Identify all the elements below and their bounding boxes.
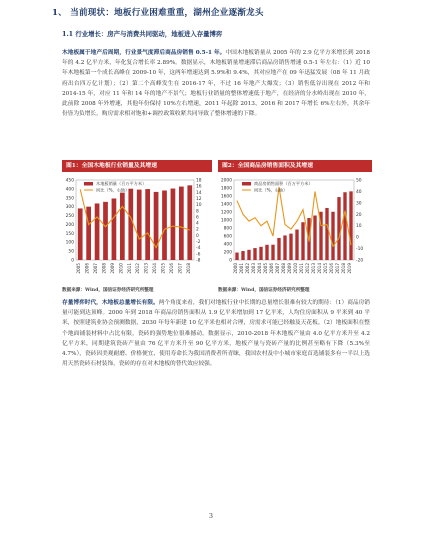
x-tick-label: 2016 bbox=[168, 263, 174, 274]
bar bbox=[112, 198, 117, 260]
bar bbox=[283, 235, 286, 260]
y-right-tick-label: 8 bbox=[196, 209, 199, 215]
y-right-tick-label: 12 bbox=[196, 196, 202, 202]
legend-bar-swatch bbox=[84, 182, 93, 186]
y-right-tick-label: 6 bbox=[196, 215, 199, 221]
bar bbox=[86, 207, 91, 260]
y-right-tick-label: 18 bbox=[196, 178, 202, 184]
x-tick-label: 2014 bbox=[152, 263, 158, 274]
page-number: 3 bbox=[208, 512, 214, 520]
x-tick-label: 2015 bbox=[323, 263, 328, 274]
y-left-tick-label: 250 bbox=[65, 214, 74, 220]
x-tick-label: 2014 bbox=[317, 263, 322, 274]
x-tick-label: 2003 bbox=[251, 263, 256, 274]
paragraph-1-lead: 木地板属于地产后周期，行业景气度滞后商品房销售 0.5-1 年。 bbox=[62, 50, 226, 56]
bar bbox=[349, 191, 352, 260]
bar bbox=[259, 247, 262, 260]
x-tick-label: 2009 bbox=[109, 263, 115, 274]
legend-bar-swatch bbox=[242, 182, 251, 186]
x-tick-label: 2008 bbox=[281, 263, 286, 274]
bar bbox=[235, 253, 238, 260]
bar bbox=[343, 192, 346, 260]
paragraph-2-lead: 存量博弈时代，木地板总量增长有限。 bbox=[62, 300, 159, 306]
x-tick-label: 2011 bbox=[126, 263, 132, 274]
y-left-tick-label: 0 bbox=[71, 258, 74, 264]
x-tick-label: 2013 bbox=[143, 263, 149, 274]
y-right-tick-label: 16 bbox=[196, 184, 202, 190]
bar bbox=[331, 212, 334, 260]
bar bbox=[171, 189, 176, 260]
y-right-tick-label: 10 bbox=[356, 224, 362, 230]
y-right-tick-label: 30 bbox=[356, 201, 362, 207]
paragraph-2-body: 两个角度来看，我们对地板行业中长期的总量增长很难有较大的期待：（1）商品房销量可能到达顶峰。2000 年到 2018 年商品房销售面积从 1.9 亿平米增加到 17 亿平米，人均住房面积从 9 平米到 40 平米，按照建筑业协会预测数据，2030 年每年新建 10 亿平米也相对合理，房需求可能已经触及天花板。（2）地板面积在整个地面铺装材料中占比有限，瓷砖的强势地位很难撼动。数据显示，2010-2018 年木地板产量由 4.0 亿平方米升至 4.2 亿平方米，同期建筑瓷砖产量由 76 亿平方米升至 90 亿平方米，地板产量与瓷砖产量的比例甚至略有下降（5.3%至 4.7%），瓷砖因美观耐磨、价格便宜、使用寿命长为我国消费者所青睐，我国农村及中小城市家庭首选铺装多有一半以上选用天然瓷砖石材装饰，瓷砖的存在对木地板的替代效应较强。 bbox=[62, 300, 370, 368]
bar bbox=[271, 245, 274, 260]
figure-1-source: 数据来源：Wind，国信证券经济研究所整理 bbox=[62, 288, 154, 293]
bar bbox=[301, 222, 304, 260]
bar bbox=[137, 190, 142, 260]
y-left-tick-label: 200 bbox=[65, 222, 74, 228]
y-left-tick-label: 1800 bbox=[220, 186, 232, 192]
y-right-tick-label: -4 bbox=[196, 246, 201, 252]
bar bbox=[241, 251, 244, 260]
y-left-tick-label: 150 bbox=[65, 231, 74, 237]
y-left-tick-label: 450 bbox=[65, 178, 74, 184]
x-tick-label: 2006 bbox=[269, 263, 274, 274]
x-tick-label: 2012 bbox=[305, 263, 310, 274]
bar bbox=[295, 230, 298, 260]
y-right-tick-label: 10 bbox=[196, 203, 202, 209]
x-tick-label: 2019 bbox=[347, 263, 352, 274]
bar bbox=[187, 185, 192, 260]
figure-1-title: 图1：全国木地板行业销量及其增速 bbox=[62, 160, 212, 172]
y-right-tick-label: 2 bbox=[196, 227, 199, 233]
y-left-tick-label: 800 bbox=[223, 226, 232, 232]
bar bbox=[313, 216, 316, 260]
subsection-heading: 1.1 行业增长：房产与消费共同驱动，地板进入存量博弈 bbox=[62, 30, 223, 38]
y-right-tick-label: 20 bbox=[356, 212, 362, 218]
x-tick-label: 2016 bbox=[329, 263, 334, 274]
bar bbox=[179, 187, 184, 260]
x-tick-label: 2013 bbox=[311, 263, 316, 274]
x-tick-label: 2017 bbox=[335, 263, 340, 274]
x-tick-label: 2018 bbox=[185, 263, 191, 274]
bar bbox=[145, 189, 150, 260]
y-right-tick-label: 0 bbox=[196, 233, 199, 239]
figure-2-chart bbox=[218, 174, 372, 284]
x-tick-label: 2010 bbox=[118, 263, 124, 274]
y-left-tick-label: 200 bbox=[223, 250, 232, 256]
y-left-tick-label: 1200 bbox=[220, 210, 232, 216]
figure-2-title: 图2：全国商品房销售面积及其增速 bbox=[218, 160, 372, 172]
x-tick-label: 2004 bbox=[257, 263, 262, 274]
bar bbox=[247, 250, 250, 260]
y-right-tick-label: -2 bbox=[196, 240, 201, 246]
y-left-tick-label: 1600 bbox=[220, 194, 232, 200]
x-tick-label: 2008 bbox=[101, 263, 107, 274]
bar bbox=[103, 202, 108, 260]
x-tick-label: 2007 bbox=[275, 263, 280, 274]
legend-bar-label: 木地板销量（百万平方米） bbox=[96, 181, 147, 186]
x-tick-label: 2017 bbox=[177, 263, 183, 274]
paragraph-1-body: 中国木地板销量从 2005 年的 2.9 亿平方米增长到 2018 年的 4.2 亿平方米，年化复合增长率 2.89%。数据显示，木地板销量增速滞后商品房销售增速 0.5-1 年左右：（1）近 10 年木地板第一个成长高峰在 2009-10 年，这两年增速达到 5.9%和 9.4%，其对应地产在 09 年迅猛发展（08 年 11 月政府出台四万亿计划）；（2）第二个高峰发生在 2016-17 年，不过 16 年地产大爆发；（3）销售低谷出现在 2012 年和 2014-15 年，对应 11 年和 14 年的地产不景气；地板行业销量的整体增速低于地产，在经济的分水岭出现在 2010 年，此前除 2008 年外增速，其他年份保持 10%左右增速，2011 年起除 2013、2016 和 2017 年增长 6%左右外，其余年份皆为负增长，购房需求相对饱和+调控政策收紧共同导致了整体增速的下降。 bbox=[62, 50, 370, 118]
bar bbox=[253, 248, 256, 260]
y-right-tick-label: 50 bbox=[356, 178, 362, 184]
x-tick-label: 2005 bbox=[76, 263, 82, 274]
y-left-tick-label: 300 bbox=[65, 205, 74, 211]
x-tick-label: 2000 bbox=[233, 263, 238, 274]
y-right-tick-label: 40 bbox=[356, 189, 362, 195]
bar bbox=[128, 189, 133, 260]
bar bbox=[120, 193, 125, 260]
bar bbox=[154, 192, 159, 260]
y-left-tick-label: 50 bbox=[68, 249, 74, 255]
x-tick-label: 2005 bbox=[263, 263, 268, 274]
legend-line-label: 同比（%，右轴） bbox=[96, 187, 130, 193]
x-tick-label: 2001 bbox=[239, 263, 244, 274]
x-tick-label: 2007 bbox=[93, 263, 99, 274]
legend-bar-label: 商品房销售面积（百万平方米） bbox=[254, 181, 313, 186]
bar bbox=[289, 234, 292, 260]
y-right-tick-label: -10 bbox=[356, 247, 364, 253]
y-left-tick-label: 100 bbox=[65, 240, 74, 246]
y-left-tick-label: 1400 bbox=[220, 202, 232, 208]
bar bbox=[325, 208, 328, 260]
bar bbox=[162, 190, 167, 260]
y-right-tick-label: 4 bbox=[196, 221, 199, 227]
y-right-tick-label: -8 bbox=[196, 258, 201, 264]
bar bbox=[337, 197, 340, 260]
y-left-tick-label: 600 bbox=[223, 234, 232, 240]
y-right-tick-label: -20 bbox=[356, 258, 364, 264]
section-heading: 1、 当前现状：地板行业困难重重，湖州企业逐渐龙头 bbox=[52, 8, 264, 18]
y-left-tick-label: 1000 bbox=[220, 218, 232, 224]
bar bbox=[95, 203, 100, 260]
bar bbox=[78, 208, 83, 260]
y-right-tick-label: -6 bbox=[196, 252, 201, 258]
figure-2-source: 数据来源：Wind，国信证券经济研究所整理 bbox=[218, 288, 310, 293]
x-tick-label: 2012 bbox=[135, 263, 141, 274]
x-tick-label: 2011 bbox=[299, 263, 304, 274]
x-tick-label: 2015 bbox=[160, 263, 166, 274]
y-left-tick-label: 400 bbox=[65, 187, 74, 193]
y-left-tick-label: 0 bbox=[229, 258, 232, 264]
x-tick-label: 2002 bbox=[245, 263, 250, 274]
bar bbox=[277, 238, 280, 260]
x-tick-label: 2009 bbox=[287, 263, 292, 274]
y-left-tick-label: 400 bbox=[223, 242, 232, 248]
paragraph-1 bbox=[62, 48, 370, 119]
figure-1-chart bbox=[62, 174, 212, 284]
y-right-tick-label: 0 bbox=[356, 235, 359, 241]
bar bbox=[265, 245, 268, 260]
legend-line-label: 同比（%，右轴） bbox=[254, 187, 288, 193]
y-left-tick-label: 350 bbox=[65, 196, 74, 202]
x-tick-label: 2006 bbox=[84, 263, 90, 274]
x-tick-label: 2018 bbox=[341, 263, 346, 274]
y-left-tick-label: 2000 bbox=[220, 178, 232, 184]
y-right-tick-label: 14 bbox=[196, 190, 202, 196]
x-tick-label: 2010 bbox=[293, 263, 298, 274]
paragraph-2 bbox=[62, 298, 370, 369]
